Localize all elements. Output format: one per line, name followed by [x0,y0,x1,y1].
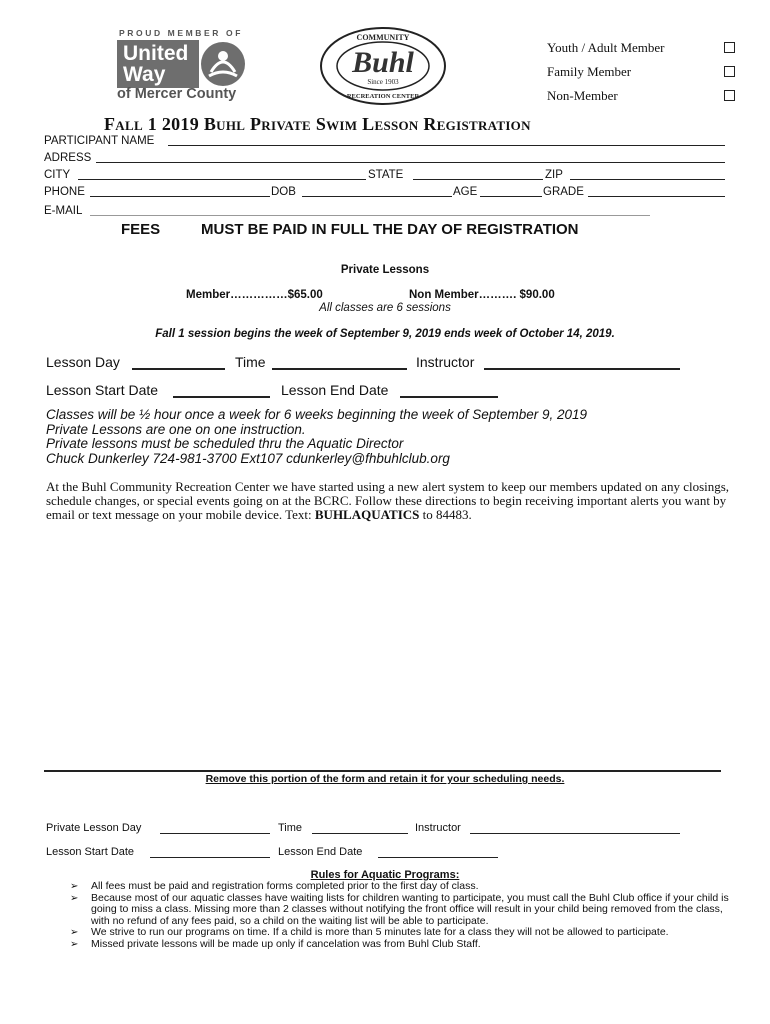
state-label: STATE [368,169,404,181]
city-label: CITY [44,169,71,181]
lesson-instructor-label: Instructor [416,354,475,370]
non-member-price: Non Member………. $90.00 [409,289,555,301]
lesson-time-field[interactable] [272,368,407,370]
alert-suffix: to 84483. [419,507,472,522]
remove-portion-note: Remove this portion of the form and retain it for your scheduling needs. [205,773,565,785]
stub-time-label: Time [278,822,303,834]
rule-text: Because most of our aquatic classes have waiting lists for children wanting to participate, you must call the Buhl Club office if your child is going to miss a class. Missing more than 2 classes without notifying the front office will result in your child being removed from the class, with no refund of any fees paid, so a child on the waiting list will be able to participate. [91,891,729,927]
arrow-bullet-icon: ➢ [70,881,79,892]
lesson-day-label: Lesson Day [46,354,120,370]
private-lessons-heading: Private Lessons [340,264,430,276]
united-way-proud-text: PROUD MEMBER OF [119,28,243,38]
tear-off-divider [44,770,721,772]
united-way-logo [117,28,252,100]
sessions-note: All classes are 6 sessions [319,302,451,314]
zip-label: ZIP [545,169,563,181]
stub-lesson-day-field[interactable] [160,833,270,834]
age-label: AGE [453,186,478,198]
phone-label: PHONE [44,186,85,198]
lesson-time-label: Time [235,354,266,370]
classes-info-line: Private Lessons are one on one instruction. [46,421,306,437]
dob-label: DOB [271,186,296,198]
stub-start-date-field[interactable] [150,857,270,858]
session-dates-note: Fall 1 session begins the week of September 9, 2019 ends week of October 14, 2019. [155,328,615,340]
family-checkbox[interactable] [724,66,735,77]
stub-start-date-label: Lesson Start Date [46,846,135,858]
fees-label: FEES [121,221,161,238]
membership-option-family: Family Member [547,64,632,79]
stub-end-date-label: Lesson End Date [278,846,363,858]
lesson-end-date-field[interactable] [400,396,498,398]
age-field[interactable] [480,196,542,197]
united-way-hand-icon [201,42,245,86]
classes-info-line: Private lessons must be scheduled thru the Aquatic Director [46,436,404,451]
alert-keyword: BUHLAQUATICS [314,507,420,522]
lesson-instructor-field[interactable] [484,368,680,370]
email-field[interactable] [90,215,650,216]
membership-option-youth-adult: Youth / Adult Member [547,40,665,55]
member-price: Member……………$65.00 [186,289,323,301]
stub-time-field[interactable] [312,833,408,834]
lesson-end-date-label: Lesson End Date [281,382,389,398]
lesson-start-date-field[interactable] [173,396,270,398]
address-label: ADRESS [44,152,92,164]
united-way-line1: United [123,42,189,65]
grade-label: GRADE [543,186,584,198]
buhl-top-arc: COMMUNITY [356,33,410,42]
arrow-bullet-icon: ➢ [70,892,79,904]
classes-info [46,408,587,466]
city-field[interactable] [78,179,366,180]
zip-field[interactable] [570,179,725,180]
united-way-wordmark [117,40,199,88]
stub-end-date-field[interactable] [378,857,498,858]
arrow-bullet-icon: ➢ [70,938,79,950]
phone-field[interactable] [90,196,270,197]
rule-text: Missed private lessons will be made up only if cancelation was from Buhl Club Staff. [91,937,481,950]
state-field[interactable] [413,179,543,180]
stub-lesson-day-label: Private Lesson Day [46,822,142,834]
arrow-bullet-icon: ➢ [70,927,79,939]
participant-name-label: PARTICIPANT NAME [44,135,155,147]
buhl-name: Buhl [352,46,414,79]
classes-info-line: Classes will be ½ hour once a week for 6 weeks beginning the week of September 9, 2019 [46,407,588,422]
buhl-logo [319,26,447,106]
united-way-county: of Mercer County [117,86,237,102]
rule-item [70,893,730,928]
lesson-day-field[interactable] [132,368,225,370]
grade-field[interactable] [588,196,725,197]
participant-name-field[interactable] [168,145,725,146]
alert-text: At the Buhl Community Recreation Center we have started using a new alert system to keep our members updated on any closings, schedule changes, or special events going on at the BCRC. Follow these directions to begin receiving important alerts you want by email or text message on your mobile device. Text: [46,479,730,522]
rule-text: We strive to run our programs on time. If a child is more than 5 minutes late for a class they will not be allowed to participate. [91,926,669,939]
alert-system-paragraph [46,480,736,522]
stub-instructor-label: Instructor [415,822,461,834]
lesson-start-date-label: Lesson Start Date [46,382,159,398]
classes-info-contact: Chuck Dunkerley 724-981-3700 Ext107 cdunkerley@fhbuhlclub.org [46,450,450,466]
membership-option-non-member: Non-Member [547,88,618,103]
address-field[interactable] [96,162,725,163]
rule-item [70,939,730,951]
youth-adult-checkbox[interactable] [724,42,735,53]
united-way-line2: Way [123,63,166,86]
stub-instructor-field[interactable] [470,833,680,834]
dob-field[interactable] [302,196,452,197]
page-title: Fall 1 2019 Buhl Private Swim Lesson Registration [104,114,531,134]
non-member-checkbox[interactable] [724,90,735,101]
buhl-since: Since 1903 [367,78,399,86]
email-label: E-MAIL [44,205,83,217]
fees-must-pay-note: MUST BE PAID IN FULL THE DAY OF REGISTRATION [201,221,579,238]
rules-list [70,881,730,951]
rule-text: All fees must be paid and registration forms completed prior to the first day of class. [91,880,479,892]
rules-title: Rules for Aquatic Programs: [310,869,460,881]
buhl-bottom-arc: RECREATION CENTER [346,93,420,100]
